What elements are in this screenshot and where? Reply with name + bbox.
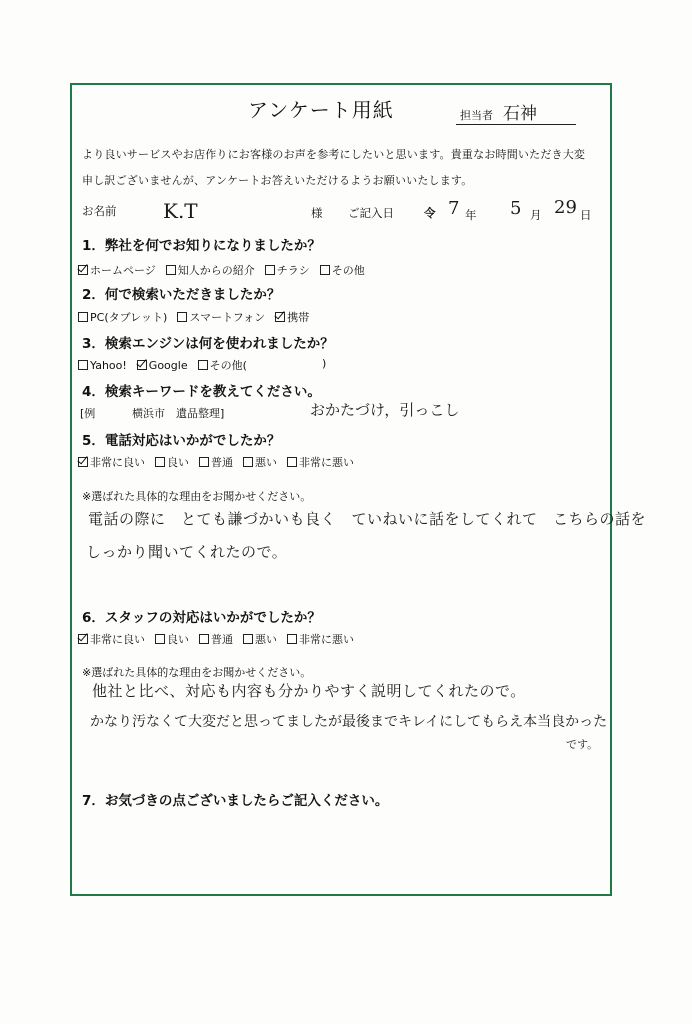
q6-option[interactable]: 普通: [199, 631, 233, 647]
q3-option[interactable]: Google: [137, 357, 188, 373]
q5-reason-prompt: ※選ばれた具体的な理由をお聞かせください。: [82, 490, 312, 503]
checkbox[interactable]: [137, 360, 147, 370]
q6-reason-line-3: です。: [566, 738, 599, 751]
checkbox[interactable]: [320, 265, 330, 275]
staff-label: 担当者: [460, 109, 493, 122]
q1-option[interactable]: ホームページ: [78, 262, 156, 278]
q2-option[interactable]: 携帯: [275, 309, 309, 325]
name-value: K.T: [163, 199, 198, 223]
checkbox[interactable]: [78, 312, 88, 322]
q3-options: [78, 357, 247, 373]
q6-option[interactable]: 非常に悪い: [287, 631, 354, 647]
q4-example-text: 横浜市 遺品整理]: [132, 407, 225, 420]
q6-reason-line-1: 他社と比べ、対応も内容も分かりやすく説明してくれたので。: [92, 682, 526, 700]
checkbox[interactable]: [166, 265, 176, 275]
q6-reason-prompt: ※選ばれた具体的な理由をお聞かせください。: [82, 666, 312, 679]
question-6: 6．スタッフの対応はいかがでしたか？: [82, 610, 321, 626]
checkbox[interactable]: [199, 457, 209, 467]
q5-option[interactable]: 普通: [199, 454, 233, 470]
q5-option[interactable]: 悪い: [243, 454, 277, 470]
checkbox[interactable]: [78, 634, 88, 644]
form-title: アンケート用紙: [248, 98, 394, 122]
question-7: 7．お気づきの点ございましたらご記入ください。: [82, 793, 389, 809]
q3-option[interactable]: その他(: [198, 357, 247, 373]
checkbox[interactable]: [78, 457, 88, 467]
intro-line-2: 申し訳ございませんが、アンケートお答えいただけるようお願いいたします。: [82, 174, 473, 187]
question-5: 5．電話対応はいかがでしたか？: [82, 433, 281, 449]
q3-close-paren: ): [322, 357, 327, 370]
q5-option[interactable]: 良い: [155, 454, 189, 470]
q6-option[interactable]: 非常に良い: [78, 631, 145, 647]
day-value: 29: [554, 197, 577, 218]
checkbox[interactable]: [265, 265, 275, 275]
q1-option[interactable]: 知人からの紹介: [166, 262, 255, 278]
question-1: 1．弊社を何でお知りになりましたか？: [82, 238, 321, 254]
checkbox[interactable]: [199, 634, 209, 644]
q2-options: [78, 309, 309, 325]
checkbox[interactable]: [243, 457, 253, 467]
q1-option[interactable]: その他: [320, 262, 365, 278]
question-2: 2．何で検索いただきましたか？: [82, 287, 281, 303]
checkbox[interactable]: [155, 634, 165, 644]
q5-reason-line-1: 電話の際に とても謙づかいも良く ていねいに話をしてくれて こちらの話を: [88, 510, 647, 528]
q5-reason-line-2: しっかり聞いてくれたので。: [86, 543, 288, 561]
checkbox[interactable]: [198, 360, 208, 370]
q4-answer: おかたづけ，引っこし: [310, 401, 460, 419]
checkbox[interactable]: [287, 457, 297, 467]
month-value: 5: [510, 198, 522, 219]
q6-options: [78, 631, 354, 647]
q5-options: [78, 454, 354, 470]
q6-option[interactable]: 悪い: [243, 631, 277, 647]
staff-name: 石神: [503, 104, 537, 124]
staff-underline: [456, 124, 576, 125]
q6-option[interactable]: 良い: [155, 631, 189, 647]
checkbox[interactable]: [177, 312, 187, 322]
day-label: 日: [580, 208, 592, 222]
question-4: 4．検索キーワードを教えてください。: [82, 384, 321, 400]
date-label: ご記入日: [348, 206, 394, 220]
q3-option[interactable]: Yahoo!: [78, 357, 127, 373]
q4-example-label: [例: [80, 407, 96, 420]
q2-option[interactable]: PC(タブレット): [78, 309, 167, 325]
q6-reason-line-2: かなり汚なくて大変だと思ってましたが最後までキレイにしてもらえ本当良かった: [90, 714, 608, 730]
checkbox[interactable]: [78, 265, 88, 275]
month-label: 月: [530, 208, 542, 222]
q5-option[interactable]: 非常に悪い: [287, 454, 354, 470]
q2-option[interactable]: スマートフォン: [177, 309, 265, 325]
intro-line-1: より良いサービスやお店作りにお客様のお声を参考にしたいと思います。貴重なお時間いただき大変: [82, 148, 586, 161]
question-3: 3．検索エンジンは何を使われましたか？: [82, 336, 334, 352]
year-label: 年: [465, 208, 477, 222]
checkbox[interactable]: [243, 634, 253, 644]
year-value: 7: [448, 198, 460, 219]
q1-options: [78, 262, 365, 278]
checkbox[interactable]: [155, 457, 165, 467]
checkbox[interactable]: [287, 634, 297, 644]
era-mark: 令: [424, 206, 436, 220]
checkbox[interactable]: [78, 360, 88, 370]
checkbox[interactable]: [275, 312, 285, 322]
q5-option[interactable]: 非常に良い: [78, 454, 145, 470]
honorific: 様: [311, 206, 323, 220]
q1-option[interactable]: チラシ: [265, 262, 310, 278]
name-label: お名前: [82, 204, 117, 218]
